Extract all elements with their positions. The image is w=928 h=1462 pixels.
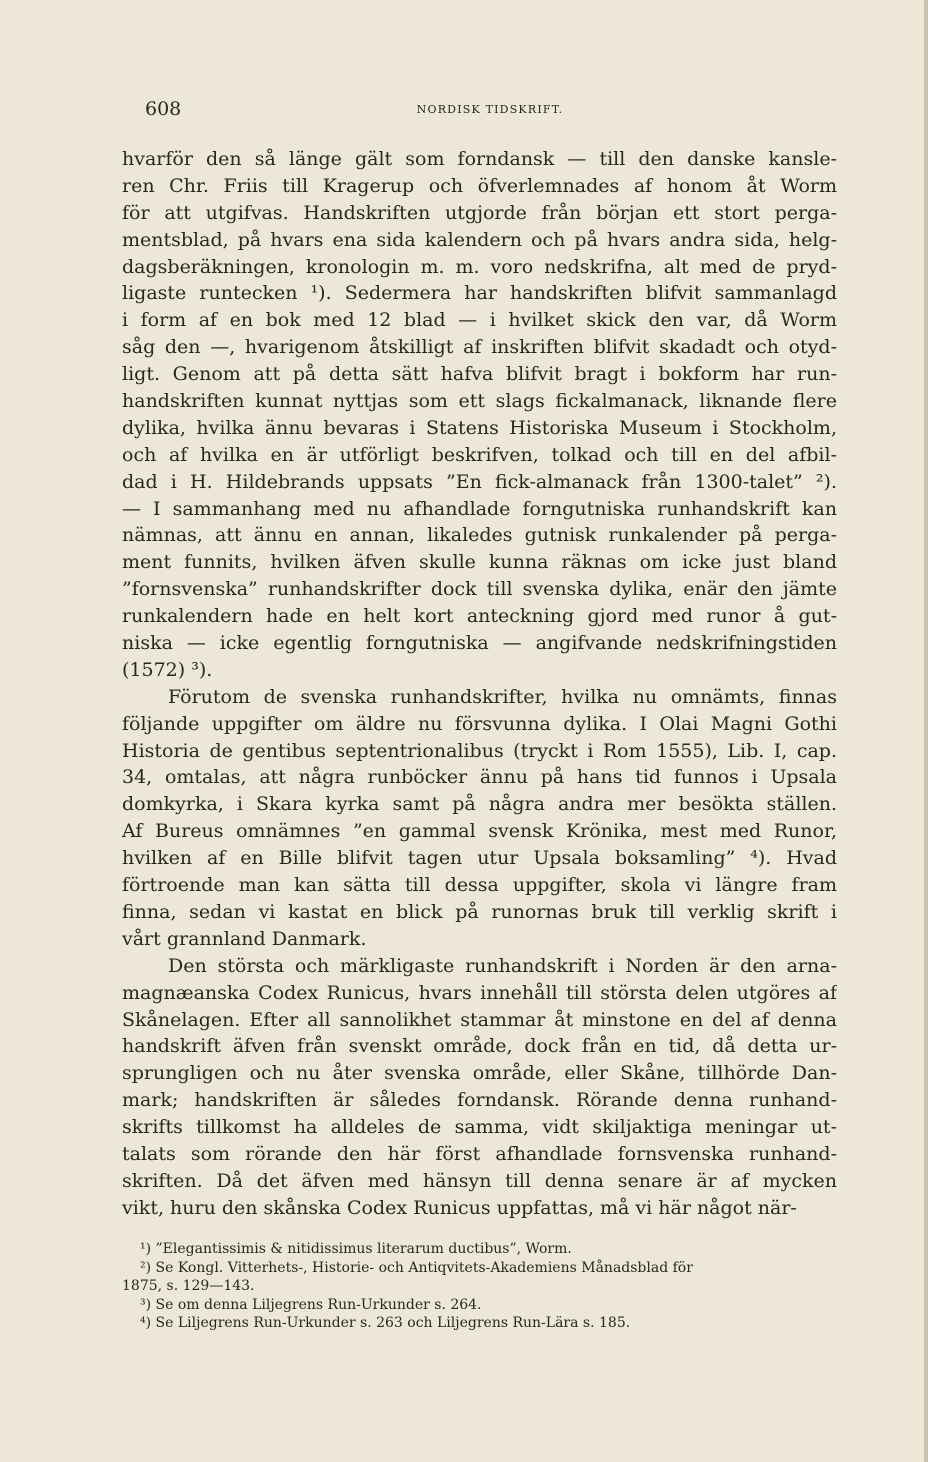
body-text (122, 146, 837, 1222)
text-line: Skånelagen. Efter all sannolikhet stammar åt minstone en del af denna (122, 1008, 837, 1031)
text-line: hvilken af en Bille blifvit tagen utur Upsala boksamling” ⁴). Hvad (122, 847, 837, 870)
text-line: domkyrka, i Skara kyrka samt på några andra mer besökta ställen. (122, 793, 837, 816)
footnotes (122, 1240, 837, 1333)
page-number: 608 (145, 98, 182, 120)
text-line: skriften. Då det äfven med hänsyn till denna senare är af mycken (122, 1169, 837, 1192)
text-line: mentsblad, på hvars ena sida kalendern och på hvars andra sida, helg- (122, 228, 837, 251)
text-line: talats som rörande den här först afhandlade fornsvenska runhand- (122, 1142, 837, 1165)
text-line: Den största och märkligaste runhandskrift i Norden är den arna- (168, 954, 837, 977)
text-line: i form af en bok med 12 blad — i hvilket skick den var, då Worm (122, 309, 837, 332)
text-line: mark; handskriften är således forndansk. Rörande denna runhand- (122, 1089, 837, 1112)
text-line: finna, sedan vi kastat en blick på runornas bruk till verklig skrift i (122, 900, 837, 923)
text-line: niska — icke egentlig forngutniska — angifvande nedskrifningstiden (122, 632, 837, 655)
text-line: sprungligen och nu åter svenska område, eller Skåne, tillhörde Dan- (122, 1062, 837, 1085)
footnote-line: ¹) ”Elegantissimis & nitidissimus literarum ductibus”, Worm. (140, 1241, 572, 1257)
text-line: och af hvilka en är utförligt beskrifven, tolkad och till en del afbil- (122, 443, 837, 466)
text-line: nämnas, att ännu en annan, likaledes gutnisk runkalender på perga- (122, 524, 837, 547)
footnote-line: ⁴) Se Liljegrens Run-Urkunder s. 263 och Liljegrens Run-Lära s. 185. (140, 1315, 631, 1332)
text-line: förtroende man kan sätta till dessa uppgifter, skola vi längre fram (122, 874, 837, 897)
text-line: dagsberäkningen, kronologin m. m. voro nedskrifna, alt med de pryd- (122, 255, 837, 278)
text-line: handskriften kunnat nyttjas som ett slags fickalmanack, liknande flere (122, 390, 837, 413)
footnote-line: ²) Se Kongl. Vitterhets-, Historie- och Antiqvitets-Akademiens Månadsblad för (140, 1259, 693, 1276)
text-line: runkalendern hade en helt kort anteckning gjord med runor å gut- (122, 605, 837, 628)
text-line: magnæanska Codex Runicus, hvars innehåll till största delen utgöres af (122, 981, 837, 1004)
text-line: vårt grannland Danmark. (122, 927, 367, 950)
page-edge (924, 0, 928, 1462)
text-line: 34, omtalas, att några runböcker ännu på hans tid funnos i Upsala (122, 766, 837, 789)
text-line: ren Chr. Friis till Kragerup och öfverlemnades af honom åt Worm (122, 174, 837, 197)
text-line: Af Bureus omnämnes ”en gammal svensk Krönika, mest med Runor, (122, 820, 837, 843)
running-title: NORDISK TIDSKRIFT. (416, 103, 564, 116)
text-line: ligaste runtecken ¹). Sedermera har handskriften blifvit sammanlagd (122, 282, 837, 305)
text-line: för att utgifvas. Handskriften utgjorde från början ett stort perga- (122, 201, 837, 224)
text-line: handskrift äfven från svenskt område, dock från en tid, då detta ur- (122, 1035, 837, 1058)
text-line: hvarför den så länge gält som forndansk — till den danske kansle- (122, 148, 837, 170)
footnote-line: 1875, s. 129—143. (122, 1278, 255, 1295)
text-line: ”fornsvenska” runhandskrifter dock till svenska dylika, enär den jämte (122, 578, 837, 601)
text-line: Förutom de svenska runhandskrifter, hvilka nu omnämts, finnas (168, 685, 837, 708)
text-line: ment funnits, hvilken äfven skulle kunna räknas om icke just bland (122, 551, 837, 574)
text-line: följande uppgifter om äldre nu försvunna dylika. I Olai Magni Gothi (122, 712, 837, 735)
footnote-line: ³) Se om denna Liljegrens Run-Urkunder s. 264. (140, 1296, 482, 1313)
text-line: såg den —, hvarigenom åtskilligt af inskriften blifvit skadadt och otyd- (122, 336, 837, 359)
text-line: (1572) ³). (122, 658, 213, 681)
text-line: vikt, huru den skånska Codex Runicus uppfattas, må vi här något när- (122, 1196, 797, 1219)
text-line: Historia de gentibus septentrionalibus (tryckt i Rom 1555), Lib. I, cap. (122, 739, 837, 762)
text-line: dad i H. Hildebrands uppsats ”En fick-almanack från 1300-talet” ²). (122, 470, 837, 493)
text-line: dylika, hvilka ännu bevaras i Statens Historiska Museum i Stockholm, (122, 416, 837, 439)
text-line: ligt. Genom att på detta sätt hafva blifvit bragt i bokform har run- (122, 363, 837, 386)
text-line: — I sammanhang med nu afhandlade forngutniska runhandskrift kan (122, 497, 837, 520)
text-line: skrifts tillkomst ha alldeles de samma, vidt skiljaktiga meningar ut- (122, 1116, 837, 1139)
page-header (145, 98, 835, 124)
